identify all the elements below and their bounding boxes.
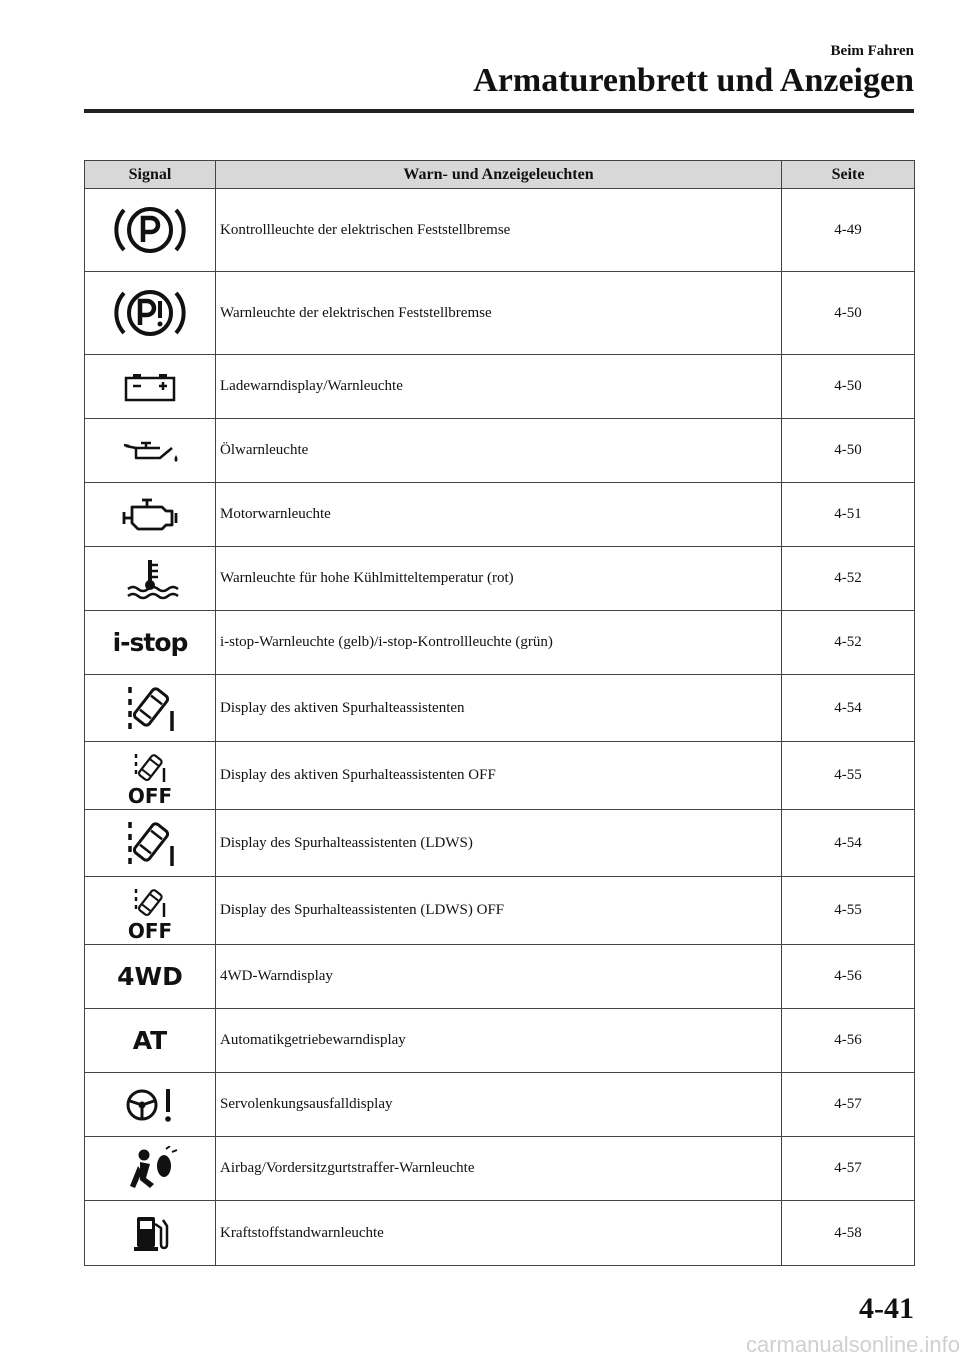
table-row <box>85 945 915 1009</box>
description-cell: Ladewarndisplay/Warnleuchte <box>216 355 782 419</box>
engine-icon <box>118 495 182 535</box>
signal-cell <box>85 742 216 810</box>
off-label: OFF <box>127 783 173 808</box>
table-row <box>85 1137 915 1201</box>
section-title: Beim Fahren <box>830 43 914 59</box>
power-steering-icon <box>120 1085 180 1125</box>
page-cell: 4-58 <box>782 1201 915 1266</box>
coolant-temperature-icon <box>120 557 180 601</box>
signal-cell <box>85 877 216 945</box>
ldws-off-icon <box>122 885 178 921</box>
column-header-signal: Signal <box>85 161 216 189</box>
column-header-description: Warn- und Anzeigeleuchten <box>216 161 782 189</box>
ldws-icon <box>122 816 178 870</box>
description-cell: Motorwarnleuchte <box>216 483 782 547</box>
table-row <box>85 419 915 483</box>
page-cell: 4-52 <box>782 611 915 675</box>
table-header-row <box>85 161 915 189</box>
description-cell: Automatikgetriebewarndisplay <box>216 1009 782 1073</box>
signal-cell <box>85 1073 216 1137</box>
page-header <box>473 42 914 100</box>
airbag-icon <box>120 1146 180 1192</box>
lane-keep-assist-icon <box>122 681 178 735</box>
table-row <box>85 1201 915 1266</box>
page-cell: 4-52 <box>782 547 915 611</box>
signal-cell <box>85 1201 216 1266</box>
table-row <box>85 189 915 272</box>
signal-cell <box>85 483 216 547</box>
table-row <box>85 547 915 611</box>
description-cell: Warnleuchte der elektrischen Feststellbremse <box>216 272 782 355</box>
lane-keep-assist-off-icon <box>122 750 178 786</box>
page-cell: 4-55 <box>782 877 915 945</box>
page-cell: 4-50 <box>782 272 915 355</box>
page-cell: 4-57 <box>782 1073 915 1137</box>
page-cell: 4-55 <box>782 742 915 810</box>
description-cell: Kraftstoffstandwarnleuchte <box>216 1201 782 1266</box>
page-cell: 4-50 <box>782 419 915 483</box>
description-cell: i-stop-Warnleuchte (gelb)/i-stop-Kontrollleuchte (grün) <box>216 611 782 675</box>
page-cell: 4-50 <box>782 355 915 419</box>
at-icon: AT <box>132 1026 168 1055</box>
description-cell: Airbag/Vordersitzgurtstraffer-Warnleuchte <box>216 1137 782 1201</box>
signal-cell <box>85 611 216 675</box>
description-cell: Display des Spurhalteassistenten (LDWS) OFF <box>216 877 782 945</box>
page-cell: 4-56 <box>782 1009 915 1073</box>
page-cell: 4-51 <box>782 483 915 547</box>
description-cell: Ölwarnleuchte <box>216 419 782 483</box>
signal-cell <box>85 810 216 877</box>
page-cell: 4-57 <box>782 1137 915 1201</box>
off-label: OFF <box>127 918 173 943</box>
indicator-table <box>84 160 915 1266</box>
description-cell: Servolenkungsausfalldisplay <box>216 1073 782 1137</box>
page-number: 4-41 <box>859 1292 914 1325</box>
chapter-title: Armaturenbrett und Anzeigen <box>473 62 914 99</box>
oil-can-icon <box>118 434 182 468</box>
watermark: carmanualsonline.info <box>745 1332 960 1357</box>
battery-icon <box>120 369 180 405</box>
table-row <box>85 810 915 877</box>
table-row <box>85 272 915 355</box>
signal-cell <box>85 419 216 483</box>
header-rule <box>84 109 914 113</box>
signal-cell <box>85 547 216 611</box>
signal-cell <box>85 1137 216 1201</box>
signal-cell <box>85 189 216 272</box>
signal-cell <box>85 355 216 419</box>
page-cell: 4-54 <box>782 810 915 877</box>
table-row <box>85 675 915 742</box>
table-row <box>85 483 915 547</box>
table-row <box>85 877 915 945</box>
page-cell: 4-56 <box>782 945 915 1009</box>
signal-cell <box>85 1009 216 1073</box>
signal-cell <box>85 675 216 742</box>
description-cell: Kontrollleuchte der elektrischen Feststellbremse <box>216 189 782 272</box>
description-cell: Display des aktiven Spurhalteassistenten OFF <box>216 742 782 810</box>
description-cell: Warnleuchte für hohe Kühlmitteltemperatur (rot) <box>216 547 782 611</box>
table-row <box>85 355 915 419</box>
column-header-page: Seite <box>782 161 915 189</box>
i-stop-icon: i-stop <box>112 628 188 657</box>
page-cell: 4-54 <box>782 675 915 742</box>
table-row <box>85 1009 915 1073</box>
fuel-icon <box>125 1212 175 1254</box>
page-cell: 4-49 <box>782 189 915 272</box>
parking-brake-p-icon <box>110 199 190 261</box>
parking-brake-warning-icon <box>110 282 190 344</box>
description-cell: Display des aktiven Spurhalteassistenten <box>216 675 782 742</box>
4wd-icon: 4WD <box>117 962 183 991</box>
signal-cell <box>85 272 216 355</box>
signal-cell <box>85 945 216 1009</box>
description-cell: 4WD-Warndisplay <box>216 945 782 1009</box>
table-row <box>85 742 915 810</box>
table-row <box>85 611 915 675</box>
table-row <box>85 1073 915 1137</box>
description-cell: Display des Spurhalteassistenten (LDWS) <box>216 810 782 877</box>
